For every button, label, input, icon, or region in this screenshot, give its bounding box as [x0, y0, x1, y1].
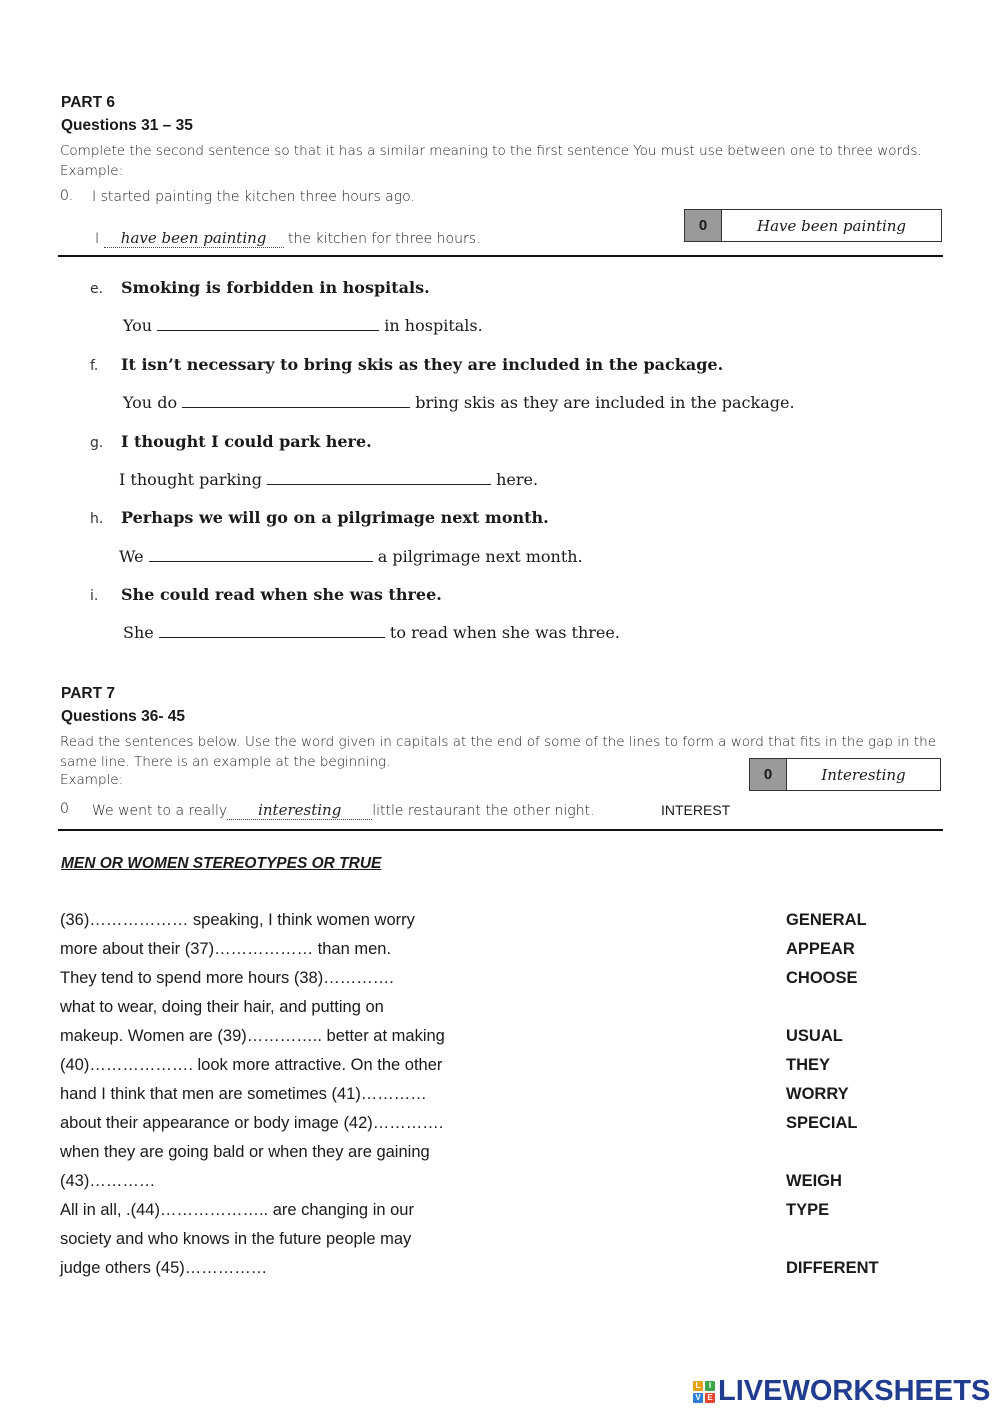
item-f-letter: f.: [90, 358, 99, 374]
part7-title: PART 7: [61, 685, 115, 702]
part6-example-number: 0.: [60, 188, 74, 204]
logo-icon: L I V E: [693, 1381, 715, 1403]
capital-word: APPEAR: [786, 940, 855, 958]
part6-box-answer: Have been painting: [756, 216, 907, 235]
part6-title: PART 6: [61, 94, 115, 111]
item-g-question: I thought I could park here.: [121, 432, 372, 451]
item-i-blank[interactable]: [159, 623, 385, 638]
item-e-blank[interactable]: [157, 316, 379, 331]
part6-example-answer-line: I have been painting the kitchen for three hours.: [95, 229, 481, 247]
part7-box-number: 0: [750, 759, 787, 790]
part6-example-answer-box: [684, 209, 942, 242]
capital-word: GENERAL: [786, 911, 867, 929]
item-i-question: She could read when she was three.: [121, 585, 442, 604]
item-g-blank[interactable]: [267, 470, 491, 485]
item-e-answer-line: You in hospitals.: [123, 316, 483, 335]
capital-word: THEY: [786, 1056, 831, 1074]
text-line: (36)……………… speaking, I think women worry: [60, 911, 415, 929]
item-h-answer-line: We a pilgrimage next month.: [119, 547, 583, 566]
text-line: society and who knows in the future people may: [60, 1230, 412, 1248]
item-f-question: It isn’t necessary to bring skis as they are included in the package.: [121, 355, 724, 374]
text-line: (43)…………: [60, 1172, 156, 1190]
capital-word: WORRY: [786, 1085, 849, 1103]
part7-example-number: 0: [60, 801, 69, 817]
part6-box-number: 0: [685, 210, 722, 241]
item-i-answer-line: She to read when she was three.: [123, 623, 620, 642]
item-e-question: Smoking is forbidden in hospitals.: [121, 278, 430, 297]
item-e-letter: e.: [90, 281, 104, 297]
part7-divider: [58, 829, 943, 831]
logo-text: LIVEWORKSHEETS: [718, 1375, 991, 1407]
capital-word: SPECIAL: [786, 1114, 858, 1132]
part7-box-answer: Interesting: [821, 765, 906, 784]
item-g-letter: g.: [90, 435, 104, 451]
part7-example-answer-box: [749, 758, 941, 791]
item-f-answer-line: You do bring skis as they are included in the package.: [123, 393, 795, 412]
liveworksheets-logo[interactable]: [693, 1375, 990, 1408]
part6-example-sentence: I started painting the kitchen three hours ago.: [92, 189, 415, 205]
text-line: All in all, .(44)……………….. are changing in our: [60, 1201, 414, 1219]
part7-example-label: Example:: [60, 772, 124, 788]
item-g-answer-line: I thought parking here.: [119, 470, 539, 489]
capital-word: USUAL: [786, 1027, 843, 1045]
text-line: judge others (45)……………: [60, 1259, 268, 1277]
part7-example-answer: interesting: [227, 801, 372, 820]
text-line: when they are going bald or when they are gaining: [60, 1143, 430, 1161]
item-i-letter: i.: [90, 588, 99, 604]
capital-word: CHOOSE: [786, 969, 858, 987]
capital-word: WEIGH: [786, 1172, 842, 1190]
item-h-blank[interactable]: [149, 547, 373, 562]
part6-divider: [58, 255, 943, 257]
part6-instructions: Complete the second sentence so that it has a similar meaning to the first sentence You must use between one to three words. Example:: [60, 143, 922, 179]
part7-example-line: We went to a really interesting little restaurant the other night.: [92, 801, 595, 819]
part6-example-label: Example:: [60, 163, 124, 179]
text-title: MEN OR WOMEN STEREOTYPES OR TRUE: [61, 855, 382, 872]
part7-questions: Questions 36- 45: [61, 708, 186, 725]
item-f-blank[interactable]: [182, 393, 410, 408]
part7-example-word: INTEREST: [661, 802, 731, 818]
part6-example-answer: have been painting: [104, 229, 284, 248]
text-line: (40)………………. look more attractive. On the other: [60, 1056, 443, 1074]
item-h-letter: h.: [90, 511, 104, 527]
capital-word: TYPE: [786, 1201, 830, 1219]
text-line: They tend to spend more hours (38)………….: [60, 969, 394, 987]
text-line: hand I think that men are sometimes (41)…………: [60, 1085, 427, 1103]
part7-instructions: Read the sentences below. Use the word given in capitals at the end of some of the lines to form a word that fits in the gap in the same line. There is an example at the beginning.: [60, 734, 937, 770]
text-line: about their appearance or body image (42)………….: [60, 1114, 444, 1132]
capital-word: DIFFERENT: [786, 1259, 879, 1277]
text-line: makeup. Women are (39)………….. better at making: [60, 1027, 445, 1045]
text-line: what to wear, doing their hair, and putting on: [60, 998, 384, 1016]
text-line: more about their (37)……………… than men.: [60, 940, 392, 958]
item-h-question: Perhaps we will go on a pilgrimage next month.: [121, 508, 549, 527]
part6-questions: Questions 31 – 35: [61, 117, 193, 134]
